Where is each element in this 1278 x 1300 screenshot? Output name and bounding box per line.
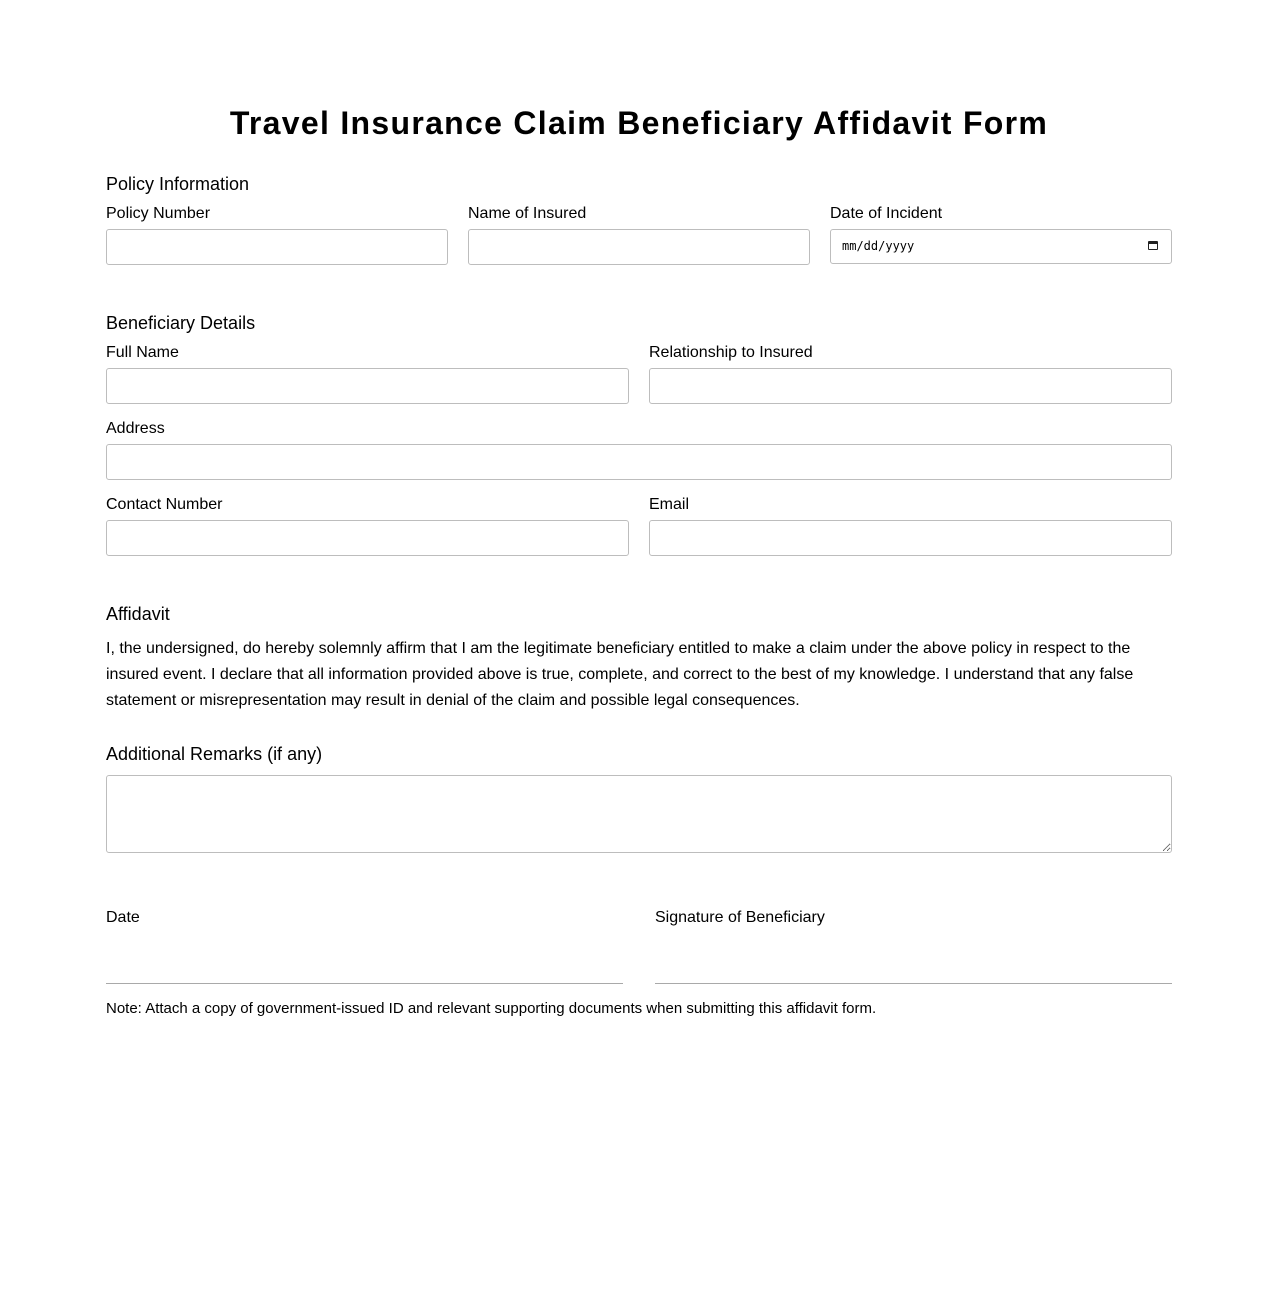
email-input[interactable] bbox=[649, 520, 1172, 556]
affidavit-text: I, the undersigned, do hereby solemnly affirm that I am the legitimate beneficiary entitled to make a claim under the above policy in respect to the insured event. I declare that all information provided above is true, complete, and correct to the best of my knowledge. I understand that any false statement or misrepresentation may result in denial of the claim and possible legal consequences. bbox=[106, 640, 1134, 709]
full-name-label: Full Name bbox=[106, 344, 179, 361]
policy-number-input[interactable] bbox=[106, 229, 448, 265]
remarks-textarea[interactable] bbox=[106, 775, 1172, 853]
section-title-remarks: Additional Remarks (if any) bbox=[106, 744, 323, 764]
relationship-input[interactable] bbox=[649, 368, 1172, 404]
relationship-label: Relationship to Insured bbox=[649, 344, 813, 361]
address-label: Address bbox=[106, 420, 165, 437]
date-of-incident-label: Date of Incident bbox=[830, 205, 943, 222]
policy-number-label: Policy Number bbox=[106, 205, 211, 222]
name-of-insured-input[interactable] bbox=[468, 229, 810, 265]
page-title: Travel Insurance Claim Beneficiary Affidavit Form bbox=[229, 105, 1049, 141]
beneficiary-signature-label: Signature of Beneficiary bbox=[655, 909, 825, 926]
section-title-policy: Policy Information bbox=[106, 174, 250, 194]
full-name-input[interactable] bbox=[106, 368, 629, 404]
name-of-insured-label: Name of Insured bbox=[468, 205, 587, 222]
address-input[interactable] bbox=[106, 444, 1172, 480]
calendar-icon[interactable] bbox=[1148, 241, 1158, 250]
contact-number-label: Contact Number bbox=[106, 496, 223, 513]
note-text: Note: Attach a copy of government-issued ID and relevant supporting documents when submitting this affidavit form. bbox=[106, 1000, 877, 1017]
contact-number-input[interactable] bbox=[106, 520, 629, 556]
section-title-affidavit: Affidavit bbox=[106, 604, 170, 624]
email-label: Email bbox=[649, 496, 690, 513]
date-signature-label: Date bbox=[106, 909, 140, 926]
date-signature-line[interactable] bbox=[106, 983, 623, 984]
date-of-incident-input[interactable] bbox=[830, 229, 1172, 264]
date-placeholder: mm/dd/yyyy bbox=[842, 239, 915, 253]
beneficiary-signature-line[interactable] bbox=[655, 983, 1172, 984]
section-title-beneficiary: Beneficiary Details bbox=[106, 313, 256, 333]
